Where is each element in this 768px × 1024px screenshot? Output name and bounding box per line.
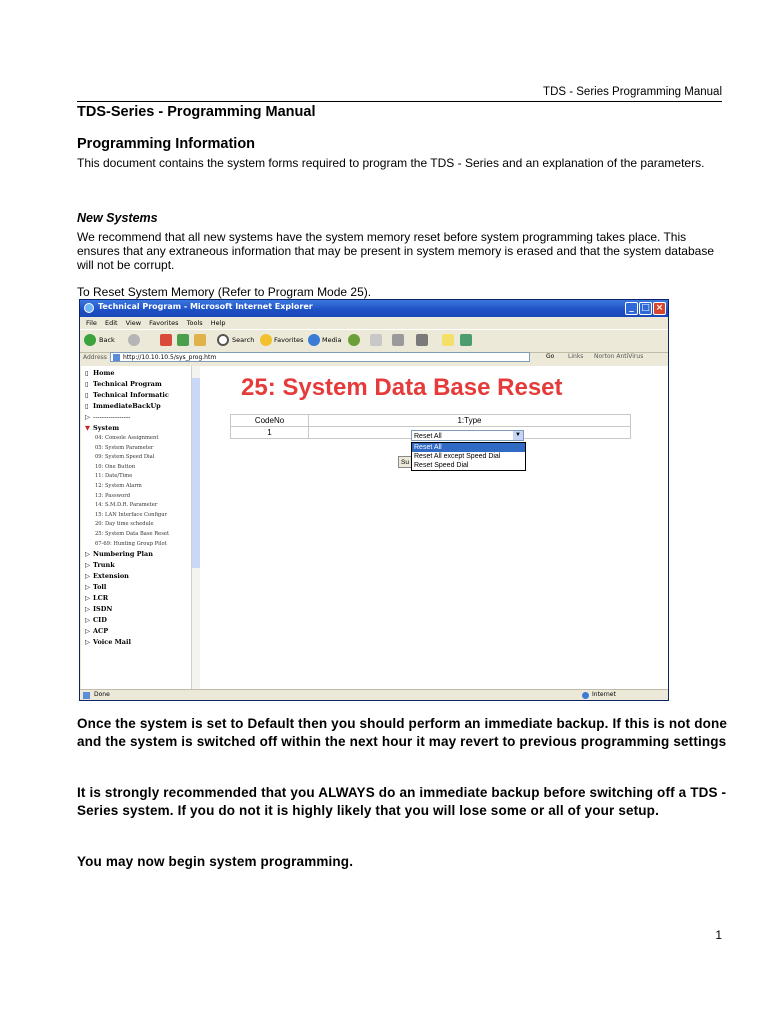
mail-icon[interactable] <box>370 334 382 346</box>
expand-triangle-icon: ▷ <box>85 572 90 581</box>
nav-item-section[interactable]: ▷ LCR <box>85 594 109 603</box>
nav-child-item[interactable]: 14: S.M.D.R. Parameter <box>95 502 158 509</box>
nav-item-technical-program[interactable]: ▯ Technical Program <box>85 380 162 388</box>
address-url: http://10.10.10.5/sys_prog.htm <box>123 354 217 361</box>
nav-item-section[interactable]: ▷ ACP <box>85 627 109 636</box>
expand-triangle-icon: ▷ <box>85 616 90 625</box>
content-heading: 25: System Data Base Reset <box>241 374 563 401</box>
page-icon: ▯ <box>85 391 89 399</box>
expand-triangle-icon: ▷ <box>85 605 90 614</box>
search-icon[interactable] <box>217 334 229 346</box>
media-button[interactable]: Media <box>322 336 342 344</box>
menu-favorites[interactable]: Favorites <box>149 319 179 327</box>
recommend-paragraph: It is strongly recommended that you ALWAYS do an immediate backup before switching off a TDS - Series system. If you do not it is highly likely that you will lose some or all of your setup. <box>77 785 727 818</box>
nav-item-technical-information[interactable]: ▯ Technical Informatic <box>85 391 169 399</box>
nav-frame <box>81 366 192 689</box>
nav-child-item[interactable]: 15: LAN Interface Configur <box>95 511 168 518</box>
collapse-triangle-icon: ▼ <box>85 424 90 432</box>
page-number: 1 <box>715 928 722 942</box>
nav-item-system[interactable]: ▼ System <box>85 424 120 432</box>
refresh-icon[interactable] <box>177 334 189 346</box>
nav-tree <box>85 368 169 648</box>
page-icon: ▯ <box>85 380 89 388</box>
nav-child-item[interactable]: 20: Day time schedule <box>95 521 154 528</box>
nav-item-section[interactable]: ▷ ISDN <box>85 605 113 614</box>
dropdown-option[interactable]: Reset All <box>412 443 525 452</box>
norton-button[interactable]: Norton AntiVirus <box>594 353 644 360</box>
dropdown-option[interactable]: Reset Speed Dial <box>414 462 469 469</box>
nav-item-section[interactable]: ▷ Trunk <box>85 561 115 570</box>
section-heading: Programming Information <box>77 136 256 152</box>
menu-file[interactable]: File <box>86 319 97 327</box>
new-systems-heading: New Systems <box>77 211 158 225</box>
history-icon[interactable] <box>348 334 360 346</box>
table-header-type: 1:Type <box>309 415 631 427</box>
page-icon: ▯ <box>85 369 89 377</box>
address-label: Address <box>83 354 107 361</box>
nav-item-immediate-backup[interactable]: ▯ ImmediateBackUp <box>85 402 161 410</box>
browser-screenshot <box>79 299 669 701</box>
table-header-row <box>231 415 631 427</box>
forward-icon[interactable] <box>128 334 140 346</box>
page-icon <box>113 354 120 361</box>
nav-child-item[interactable]: 12: System Alarm <box>95 482 142 489</box>
header-rule <box>77 101 722 102</box>
print-icon[interactable] <box>392 334 404 346</box>
chevron-down-icon[interactable]: ▼ <box>513 431 523 440</box>
nav-item-section[interactable]: ▷ Voice Mail <box>85 638 131 647</box>
nav-item-home[interactable]: ▯ Home <box>85 369 115 377</box>
nav-child-item[interactable]: 04: Console Assignment <box>95 435 159 441</box>
nav-child-item[interactable]: 11: Date/Time <box>95 473 133 480</box>
expand-triangle-icon: ▷ <box>85 627 90 636</box>
status-bar <box>80 689 668 701</box>
table-cell-codeno: 1 <box>231 427 309 439</box>
type-dropdown-list <box>411 442 526 471</box>
content-frame <box>200 366 668 689</box>
running-header: TDS - Series Programming Manual <box>543 86 722 98</box>
nav-child-item[interactable]: 25: System Data Base Reset <box>95 530 170 537</box>
default-backup-paragraph: Once the system is set to Default then you should perform an immediate backup. If this is not done and the system is switched off within the next hour it may revert to previous programming settings <box>77 716 728 749</box>
back-button[interactable]: Back <box>99 336 115 344</box>
nav-item-section[interactable]: ▷ Numbering Plan <box>85 550 153 559</box>
links-button[interactable]: Links <box>568 353 584 360</box>
messenger-icon[interactable] <box>460 334 472 346</box>
nav-separator: ▷ ----------------- <box>85 413 131 421</box>
media-icon[interactable] <box>308 334 320 346</box>
nav-child-item[interactable]: 10: One Button <box>95 463 136 470</box>
page-icon: ▯ <box>85 402 89 410</box>
minimize-icon[interactable]: _ <box>625 302 638 315</box>
home-icon[interactable] <box>194 334 206 346</box>
menu-edit[interactable]: Edit <box>104 319 118 327</box>
browser-title-bar <box>80 300 668 317</box>
stop-icon[interactable] <box>160 334 172 346</box>
favorites-star-icon[interactable] <box>260 334 272 346</box>
favorites-button[interactable]: Favorites <box>274 336 304 344</box>
submit-button[interactable]: Su <box>398 456 412 468</box>
menu-bar <box>80 317 668 329</box>
expand-triangle-icon: ▷ <box>85 561 90 570</box>
menu-view[interactable]: View <box>125 319 142 327</box>
expand-triangle-icon: ▷ <box>85 594 90 603</box>
menu-help[interactable]: Help <box>210 319 226 327</box>
intro-paragraph: This document contains the system forms required to program the TDS - Series and an explanation of the parameters. <box>77 156 705 170</box>
globe-icon <box>582 692 589 699</box>
page-icon <box>83 692 90 699</box>
nav-scroll-thumb[interactable] <box>192 378 200 568</box>
begin-paragraph: You may now begin system programming. <box>77 854 354 869</box>
type-select[interactable] <box>411 430 524 441</box>
expand-triangle-icon: ▷ <box>85 583 90 592</box>
menu-tools[interactable]: Tools <box>186 319 203 327</box>
go-button[interactable]: Go <box>546 353 555 360</box>
nav-scrollbar[interactable] <box>191 366 200 689</box>
address-field[interactable] <box>110 352 530 362</box>
nav-child-item[interactable]: 05: System Parameter <box>95 444 154 451</box>
status-text: Done <box>94 691 110 698</box>
nav-item-section[interactable]: ▷ Toll <box>85 583 107 592</box>
nav-item-section[interactable]: ▷ CID <box>85 616 107 625</box>
browser-title: Technical Program - Microsoft Internet Explorer <box>98 302 313 311</box>
table-header-codeno: CodeNo <box>231 415 309 427</box>
discuss-icon[interactable] <box>442 334 454 346</box>
address-bar <box>80 351 668 365</box>
nav-child-item[interactable]: 67-69: Hunting Group Pilot <box>95 540 167 547</box>
toolbar <box>80 329 668 353</box>
back-icon[interactable] <box>84 334 96 346</box>
dropdown-option[interactable]: Reset All except Speed Dial <box>414 453 501 460</box>
doc-title: TDS-Series - Programming Manual <box>77 104 316 120</box>
nav-child-item[interactable]: 13: Password <box>95 492 131 499</box>
expand-triangle-icon: ▷ <box>85 638 90 647</box>
expand-triangle-icon: ▷ <box>85 413 90 421</box>
maximize-icon[interactable]: □ <box>639 302 652 315</box>
edit-icon[interactable] <box>416 334 428 346</box>
zone-text: Internet <box>592 691 616 698</box>
type-select-value: Reset All <box>414 433 442 440</box>
expand-triangle-icon: ▷ <box>85 550 90 559</box>
new-systems-paragraph: We recommend that all new systems have the system memory reset before system programming takes place. This ensures that any extraneous information that may be present in system memory is erased and that the system database will not be corrupt. <box>77 230 714 272</box>
nav-child-item[interactable]: 09: System Speed Dial <box>95 454 155 461</box>
nav-item-section[interactable]: ▷ Extension <box>85 572 129 581</box>
ie-logo-icon <box>84 303 94 313</box>
search-button[interactable]: Search <box>232 336 255 344</box>
screenshot-caption: To Reset System Memory (Refer to Program Mode 25). <box>77 285 372 299</box>
close-icon[interactable]: × <box>653 302 666 315</box>
